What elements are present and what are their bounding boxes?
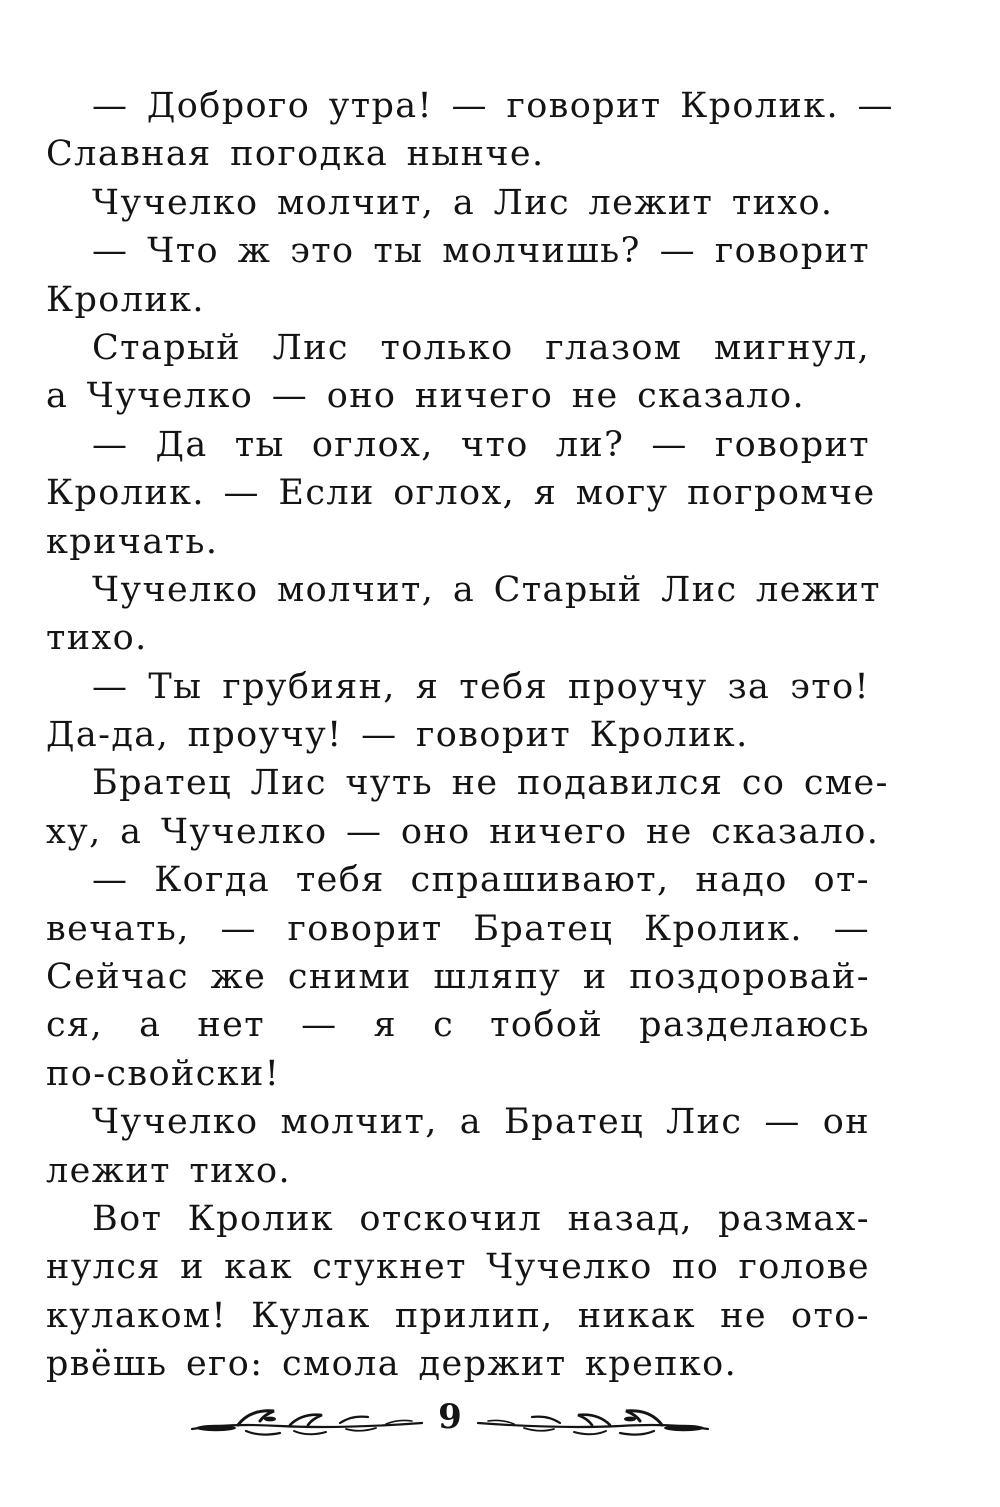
text-line: ся, а нет — я с тобой разделаюсь — [46, 1005, 870, 1046]
text-line: нулся и как стукнет Чучелко по голове — [46, 1247, 870, 1288]
text-line: Чучелко молчит, а Братец Лис — он — [92, 1102, 870, 1143]
text-line: тихо. — [46, 618, 148, 659]
text-line: Кролик. — [46, 279, 205, 320]
text-line: кулаком! Кулак прилип, никак не ото- — [46, 1295, 870, 1336]
text-line: Кролик. — Если оглох, я могу погромче — [46, 473, 876, 514]
text-line: — Что ж это ты молчишь? — говорит — [92, 231, 870, 272]
text-line: Вот Кролик отскочил назад, размах- — [92, 1198, 870, 1239]
text-line: — Когда тебя спрашивают, надо от- — [92, 860, 870, 901]
flourish-right-icon — [474, 1401, 710, 1441]
text-line: ху, а Чучелко — оно ничего не сказало. — [46, 811, 880, 852]
text-line: а Чучелко — оно ничего не сказало. — [46, 376, 806, 417]
flourish-left-icon — [190, 1401, 426, 1441]
page-number: 9 — [438, 1397, 462, 1437]
text-line: Старый Лис только глазом мигнул, — [92, 327, 870, 368]
text-line: Чучелко молчит, а Старый Лис лежит — [92, 569, 881, 610]
text-line: рвёшь его: смола держит крепко. — [46, 1344, 738, 1385]
text-line: лежит тихо. — [46, 1150, 291, 1191]
text-line: вечать, — говорит Братец Кролик. — — [46, 908, 870, 949]
text-line: — Доброго утра! — говорит Кролик. — — [92, 86, 894, 126]
text-line: — Да ты оглох, что ли? — говорит — [92, 424, 870, 465]
text-line: Чучелко молчит, а Лис лежит тихо. — [92, 182, 834, 223]
text-line: кричать. — [46, 521, 219, 562]
page-footer — [190, 1395, 710, 1445]
text-line: Да-да, проучу! — говорит Кролик. — [46, 715, 749, 756]
text-line: Братец Лис чуть не подавился со сме- — [92, 763, 889, 804]
text-line: Сейчас же сними шляпу и поздоровай- — [46, 957, 870, 998]
text-line: по-свойски! — [46, 1053, 281, 1094]
story-text — [46, 82, 894, 1389]
text-line: Славная погодка нынче. — [46, 134, 545, 175]
text-line: — Ты грубиян, я тебя проучу за это! — [92, 666, 870, 707]
